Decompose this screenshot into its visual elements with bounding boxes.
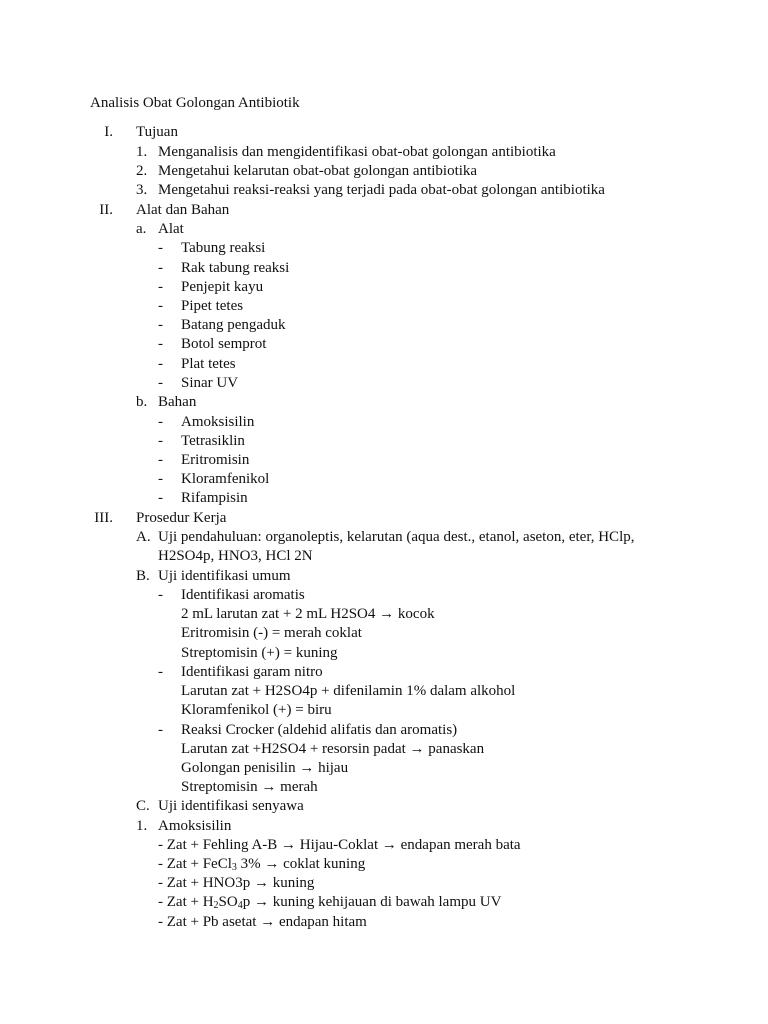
reaction-text: Streptomisin bbox=[181, 779, 258, 795]
reaction-text: 3% bbox=[236, 856, 261, 872]
alat-bullet: - bbox=[158, 336, 163, 352]
uji-senyawa-heading: Uji identifikasi senyawa bbox=[158, 798, 304, 814]
amoksisilin-reaction-4 bbox=[158, 893, 501, 912]
arrow-icon: → bbox=[409, 741, 425, 757]
uji-umum-heading: Uji identifikasi umum bbox=[158, 568, 291, 584]
reaction-result: kuning bbox=[272, 875, 315, 891]
bahan-item: Rifampisin bbox=[181, 490, 248, 506]
amoksisilin-number: 1. bbox=[136, 818, 148, 834]
subscript: 3 bbox=[231, 862, 237, 873]
reaction-result: hijau bbox=[318, 760, 349, 776]
crocker-result-1 bbox=[181, 759, 348, 778]
subscript: 4 bbox=[237, 900, 243, 911]
alat-bullet: - bbox=[158, 260, 163, 276]
reaction-result: Hijau-Coklat bbox=[299, 837, 379, 853]
uji-umum-bullet: - bbox=[158, 664, 163, 680]
reaction-result: merah bbox=[280, 779, 318, 795]
aromatis-heading: Identifikasi aromatis bbox=[181, 587, 305, 603]
reaction-result: panaskan bbox=[428, 741, 485, 757]
tujuan-3-number: 3. bbox=[136, 182, 148, 198]
reaction-result: endapan merah bata bbox=[400, 837, 521, 853]
alat-bullet: - bbox=[158, 356, 163, 372]
prosedur-c-letter: C. bbox=[136, 798, 150, 814]
amoksisilin-reaction-2 bbox=[158, 855, 365, 874]
reaction-text: - Zat + HNO3p bbox=[158, 875, 251, 891]
alat-heading: Alat bbox=[158, 221, 184, 237]
reaction-result: kuning kehijauan di bawah lampu UV bbox=[272, 894, 502, 910]
reaction-text: Golongan penisilin bbox=[181, 760, 296, 776]
section-2-number: II. bbox=[99, 202, 113, 218]
section-2-heading: Alat dan Bahan bbox=[136, 202, 230, 218]
bahan-item: Amoksisilin bbox=[181, 414, 255, 430]
arrow-icon: → bbox=[261, 779, 277, 795]
nitro-heading: Identifikasi garam nitro bbox=[181, 664, 323, 680]
reaction-text: - Zat + FeCl bbox=[158, 856, 232, 872]
tujuan-2-text: Mengetahui kelarutan obat-obat golongan antibiotika bbox=[158, 163, 478, 179]
reaction-text: - Zat + Fehling A-B bbox=[158, 837, 278, 853]
alat-letter: a. bbox=[136, 221, 147, 237]
bahan-heading: Bahan bbox=[158, 394, 197, 410]
section-3-heading: Prosedur Kerja bbox=[136, 510, 227, 526]
section-1-number: I. bbox=[104, 124, 113, 140]
arrow-icon: → bbox=[299, 760, 315, 776]
arrow-icon: → bbox=[264, 856, 280, 872]
alat-bullet: - bbox=[158, 375, 163, 391]
reaction-text: - Zat + H bbox=[158, 894, 214, 910]
nitro-reaction: Larutan zat + H2SO4p + difenilamin 1% dalam alkohol bbox=[181, 683, 516, 699]
bahan-bullet: - bbox=[158, 452, 163, 468]
aromatis-result-2: Streptomisin (+) = kuning bbox=[181, 645, 338, 661]
alat-bullet: - bbox=[158, 317, 163, 333]
amoksisilin-reaction-3 bbox=[158, 874, 314, 893]
arrow-icon: → bbox=[381, 837, 397, 853]
alat-item: Plat tetes bbox=[181, 356, 236, 372]
alat-bullet: - bbox=[158, 279, 163, 295]
bahan-letter: b. bbox=[136, 394, 148, 410]
reaction-text: 2 mL larutan zat + 2 mL H2SO4 bbox=[181, 606, 376, 622]
bahan-bullet: - bbox=[158, 490, 163, 506]
bahan-item: Kloramfenikol bbox=[181, 471, 270, 487]
alat-item: Batang pengaduk bbox=[181, 317, 286, 333]
bahan-item: Tetrasiklin bbox=[181, 433, 245, 449]
uji-pendahuluan-line-2: H2SO4p, HNO3, HCl 2N bbox=[158, 548, 313, 564]
uji-umum-bullet: - bbox=[158, 587, 163, 603]
bahan-bullet: - bbox=[158, 471, 163, 487]
document-title: Analisis Obat Golongan Antibiotik bbox=[90, 95, 300, 111]
tujuan-1-number: 1. bbox=[136, 144, 148, 160]
bahan-item: Eritromisin bbox=[181, 452, 250, 468]
arrow-icon: → bbox=[379, 606, 395, 622]
aromatis-reaction bbox=[181, 605, 435, 624]
crocker-result-2 bbox=[181, 778, 318, 797]
reaction-result: kocok bbox=[397, 606, 435, 622]
reaction-result: coklat kuning bbox=[283, 856, 366, 872]
alat-item: Rak tabung reaksi bbox=[181, 260, 290, 276]
crocker-heading: Reaksi Crocker (aldehid alifatis dan aromatis) bbox=[181, 722, 458, 738]
prosedur-b-letter: B. bbox=[136, 568, 150, 584]
arrow-icon: → bbox=[281, 837, 297, 853]
aromatis-result-1: Eritromisin (-) = merah coklat bbox=[181, 625, 362, 641]
alat-bullet: - bbox=[158, 240, 163, 256]
reaction-text: p bbox=[242, 894, 251, 910]
reaction-result: endapan hitam bbox=[278, 914, 367, 930]
alat-item: Pipet tetes bbox=[181, 298, 244, 314]
uji-pendahuluan-line-1: Uji pendahuluan: organoleptis, kelarutan (aqua dest., etanol, aseton, eter, HClp, bbox=[158, 529, 635, 545]
arrow-icon: → bbox=[260, 914, 276, 930]
alat-bullet: - bbox=[158, 298, 163, 314]
bahan-bullet: - bbox=[158, 433, 163, 449]
tujuan-2-number: 2. bbox=[136, 163, 148, 179]
amoksisilin-heading: Amoksisilin bbox=[158, 818, 232, 834]
arrow-icon: → bbox=[253, 875, 269, 891]
tujuan-1-text: Menganalisis dan mengidentifikasi obat-obat golongan antibiotika bbox=[158, 144, 556, 160]
amoksisilin-reaction-5 bbox=[158, 913, 367, 932]
alat-item: Botol semprot bbox=[181, 336, 267, 352]
arrow-icon: → bbox=[253, 894, 269, 910]
nitro-result: Kloramfenikol (+) = biru bbox=[181, 702, 332, 718]
alat-item: Penjepit kayu bbox=[181, 279, 264, 295]
section-1-heading: Tujuan bbox=[136, 124, 178, 140]
tujuan-3-text: Mengetahui reaksi-reaksi yang terjadi pada obat-obat golongan antibiotika bbox=[158, 182, 605, 198]
reaction-text: - Zat + Pb asetat bbox=[158, 914, 257, 930]
section-3-number: III. bbox=[94, 510, 113, 526]
bahan-bullet: - bbox=[158, 414, 163, 430]
alat-item: Tabung reaksi bbox=[181, 240, 266, 256]
crocker-reaction bbox=[181, 740, 484, 759]
amoksisilin-reaction-1 bbox=[158, 836, 521, 855]
reaction-text: Larutan zat +H2SO4 + resorsin padat bbox=[181, 741, 406, 757]
alat-item: Sinar UV bbox=[181, 375, 239, 391]
reaction-text: SO bbox=[218, 894, 238, 910]
prosedur-a-letter: A. bbox=[136, 529, 151, 545]
subscript: 2 bbox=[213, 900, 219, 911]
uji-umum-bullet: - bbox=[158, 722, 163, 738]
